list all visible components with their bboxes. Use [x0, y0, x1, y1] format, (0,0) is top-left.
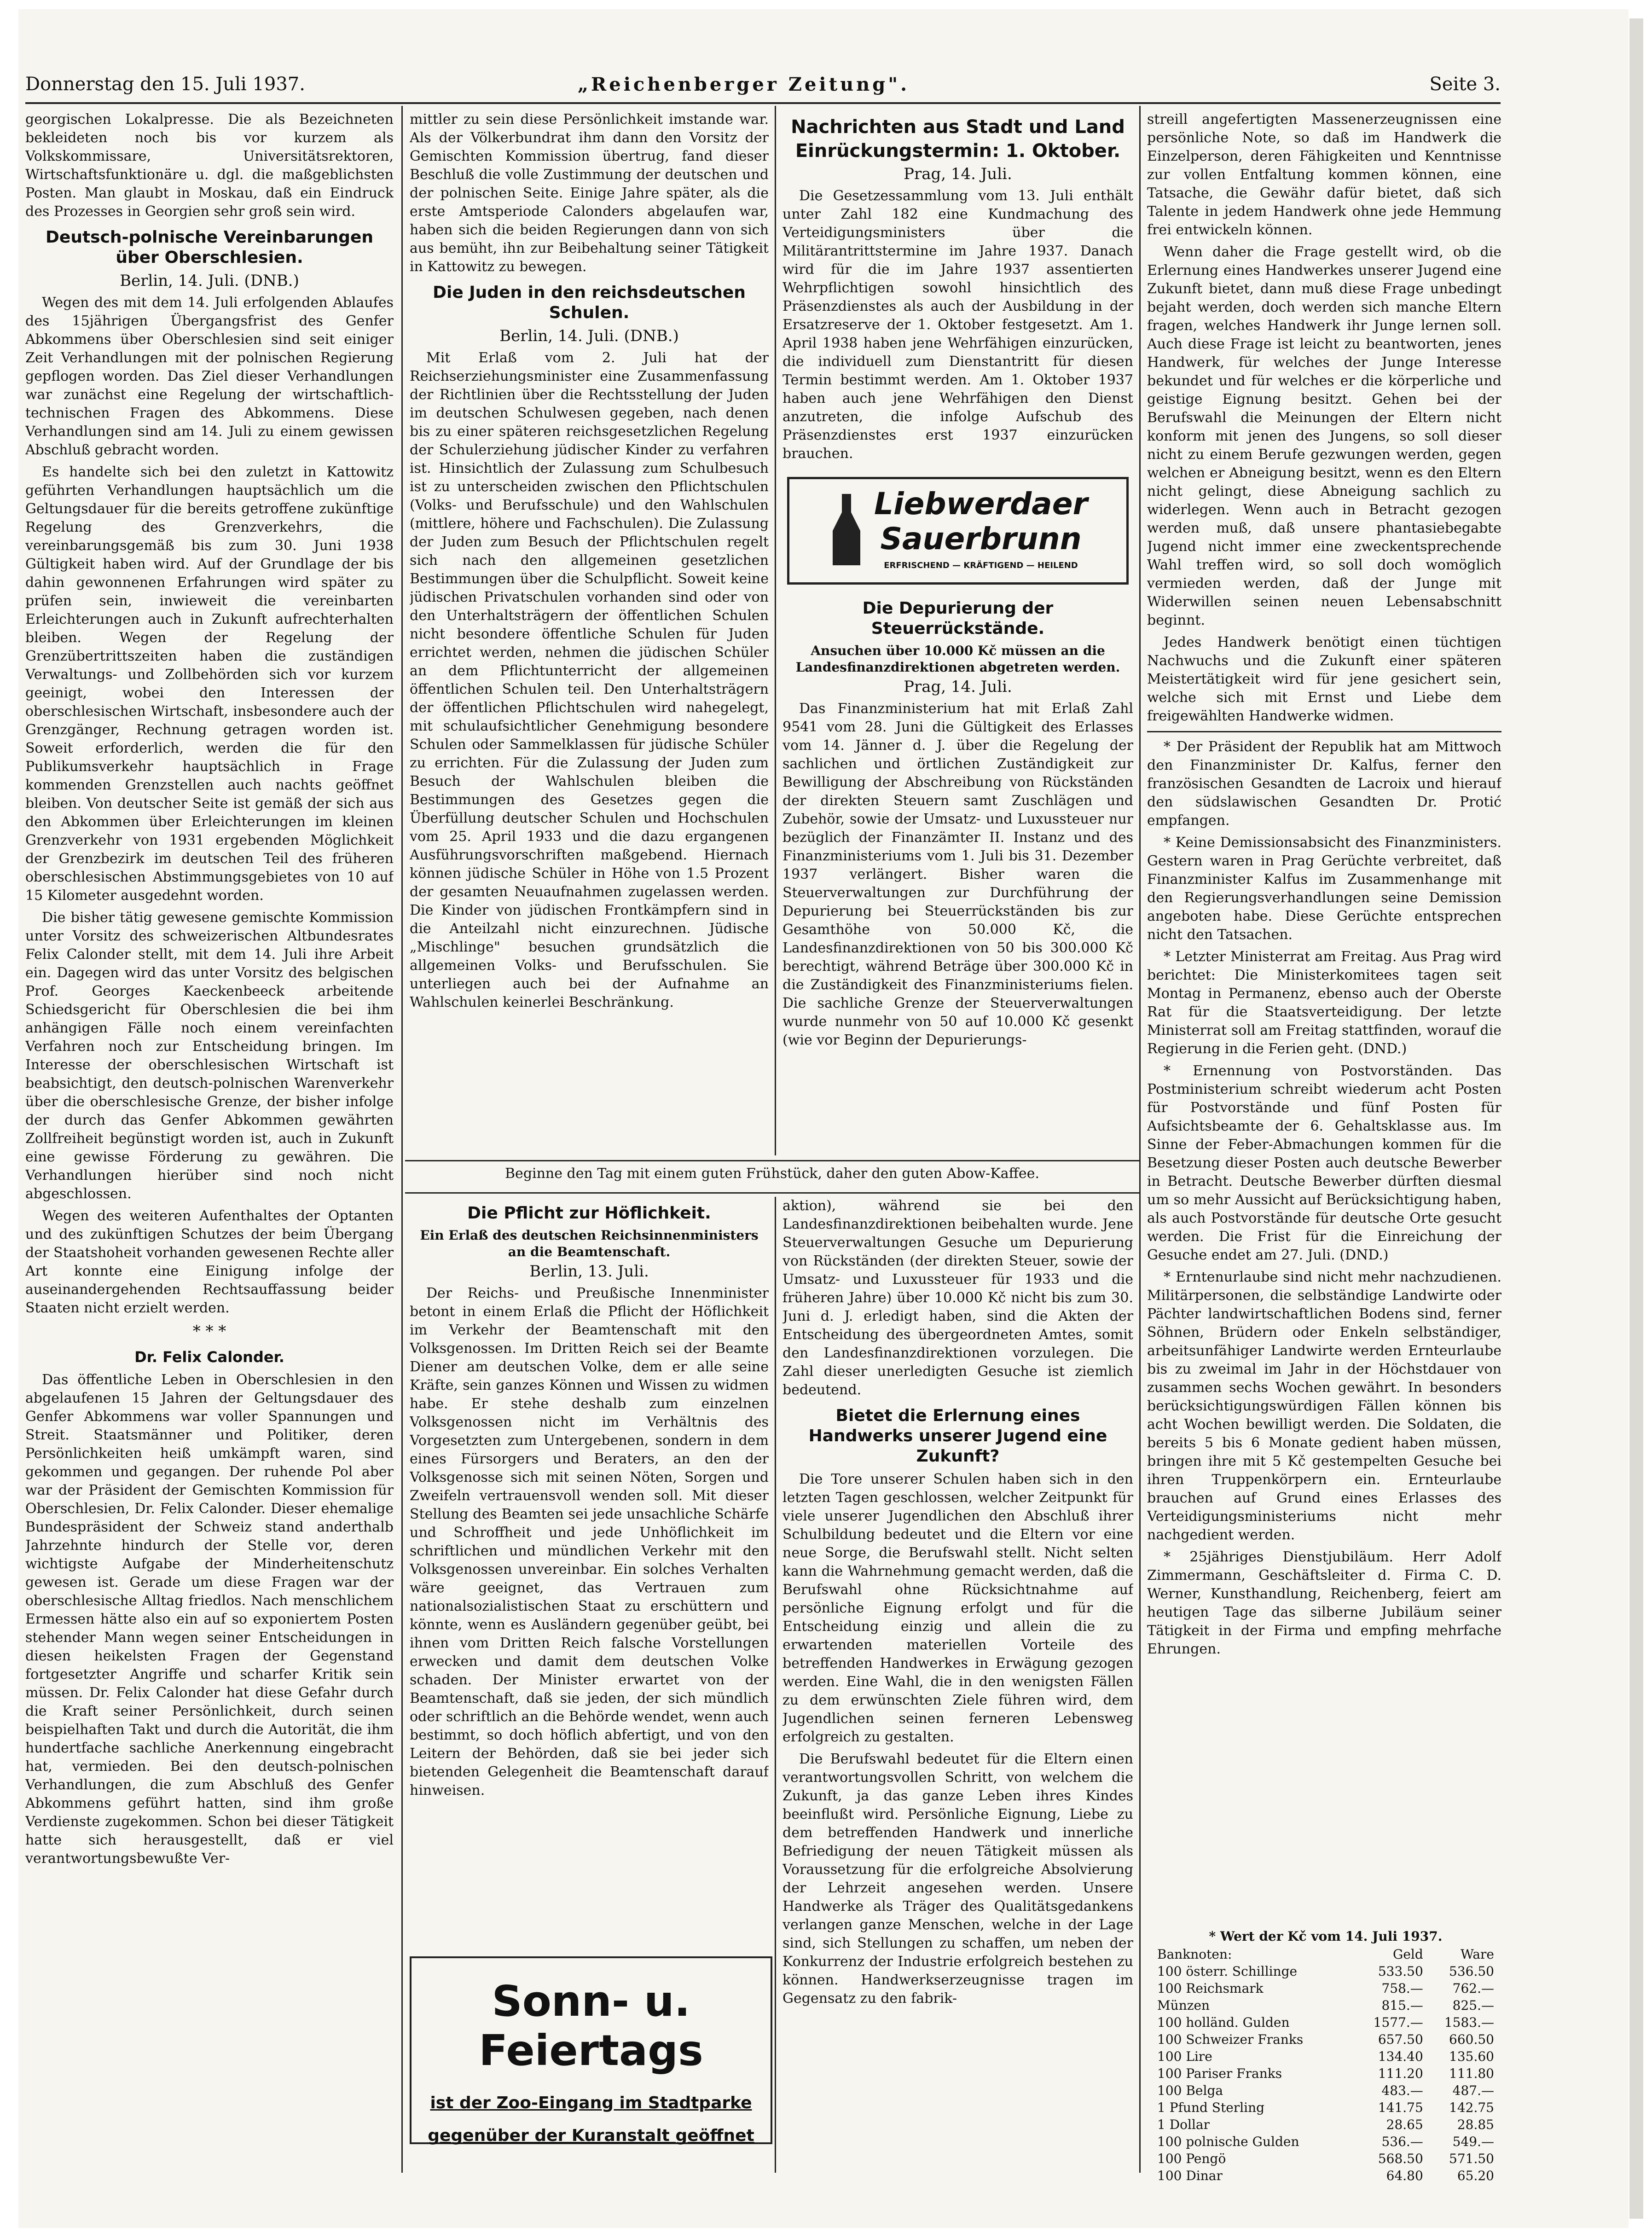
headline-hoeflichkeit: Die Pflicht zur Höflichkeit. [467, 1204, 711, 1223]
header-paper-title: „Reichenberger Zeitung". [578, 74, 910, 95]
paragraph: Die Tore unserer Schulen haben sich in den letzten Tagen geschlossen, welcher Zeitpunkt für viele unserer Jugendlichen den Abschluß ihrer Schulbildung bedeutet und die Eltern vor eine neue Sorge, die Berufswahl stellt. Nicht selten kann die Wahrnehmung gemacht werden, daß die Berufswahl ohne Rücksichtnahme auf persönliche Eignung erfolgt und für die Entscheidung einzig und allein die zu erwartenden materiellen Vorteile des betreffenden Handwerkes in Erwägung gezogen werden. Eine Wahl, die in den wenigsten Fällen zu dem erwünschten Ziele führen wird, dem Jugendlichen seinen ferneren Lebensweg erfolgreich zu gestalten. [783, 1471, 1133, 1745]
rates-cell: 65.20 [1457, 2168, 1494, 2183]
header-date: Donnerstag den 15. Juli 1937. [25, 74, 305, 95]
paragraph: Wenn daher die Frage gestellt wird, ob die Erlernung eines Handwerkes unserer Jugend eine Zukunft bietet, dann muß diese Frage unbedingt bejaht werden, doch werden sich manche Eltern fragen, welches Handwerk ihr Junge lernen soll. Auch diese Frage ist leicht zu beantworten, jenes Handwerk, für welches der Junge Interesse bekundet und für welches er die körperliche und geistige Eignung besitzt. Gehen bei der Berufswahl die Meinungen der Eltern nicht konform mit jenen des Jungens, so soll dieser nicht zu einem Berufe gezwungen werden, gegen welchen er Abneigung besitzt, wenn es den Eltern nicht gelingt, diese Abneigung sachlich zu widerlegen. Wenn auch in Betracht gezogen werden muß, daß unsere phantasiebegabte Jugend nicht immer eine zweckentsprechende Wahl treffen wird, so soll doch womöglich vermieden werden, daß der Junge mit Widerwillen seinen neuen Lebensabschnitt beginnt. [1147, 244, 1501, 628]
column-rule [1139, 106, 1141, 2173]
ad-subtitle: ERFRISCHEND — KRÄFTIGEND — HEILEND [884, 561, 1078, 570]
article-continuation: aktion), während sie bei den Landesfinanzdirektionen beibehalten wurde. Jene Steuerverwaltungen Gesuche um Depurierung von Rückständen (der direkten Steuer, sowie der Umsatz- und Luxussteuer für 1933 und die früheren Jahre) über 10.000 Kč nicht bis zum 30. Juni d. J. erledigt haben, sind die Akten der Entscheidung des übergeordneten Amtes, somit den Landesfinanzdirektionen vorzulegen. Die Zahl dieser unerledigten Gesuche ist ziemlich bedeutend. [783, 1198, 1133, 1398]
rates-cell: 100 Pariser Franks [1157, 2066, 1282, 2081]
column-rule [401, 106, 403, 2173]
rates-cell: 141.75 [1378, 2100, 1423, 2115]
ad-liebwerdaer [787, 477, 1129, 585]
bottle-icon [828, 494, 865, 568]
page-header [25, 74, 1501, 101]
dateline: Prag, 14. Juli. [904, 678, 1012, 696]
dateline: Prag, 14. Juli. [904, 165, 1012, 183]
rates-cell: 815.— [1381, 1998, 1423, 2013]
rates-cell: 100 Pengö [1157, 2151, 1226, 2166]
paragraph: Das Finanzministerium hat mit Erlaß Zahl 9541 vom 28. Juni die Gültigkeit des Erlasses vom 14. Jänner d. J. über die Regelung der sachlichen und örtlichen Zuständigkeit zur Bewilligung der Abschreibung von Rückständen der direkten Steuern samt Zuschlägen und Zubehör, sowie der Umsatz- und Luxussteuer nur bezüglich der Finanzämter II. Instanz und des Finanzministeriums vom 1. Juli bis 31. Dezember 1937 verlängert. Bisher waren die Steuerverwaltungen zur Durchführung der Depurierung bei Steuerrückständen bis zur Gesamthöhe von 50.000 Kč, die Landesfinanzdirektionen von 50 bis 300.000 Kč berechtigt, während Beträge über 300.000 Kč in die Zuständigkeit des Finanzministeriums fielen. Die sachliche Grenze der Steuerverwaltungen wurde nunmehr von 50 auf 10.000 Kč gesenkt (wie vor Beginn der Depurierungs- [783, 701, 1133, 1048]
rates-row [1155, 2065, 1496, 2082]
rates-header-cell: Ware [1461, 1947, 1494, 1962]
rates-cell: 28.85 [1457, 2117, 1494, 2132]
section-title: Nachrichten aus Stadt und Land [791, 116, 1125, 138]
paragraph: Der Reichs- und Preußische Innenminister betont in einem Erlaß die Pflicht der Höflichkeit im Verkehr der Beamtenschaft mit den Volksgenossen. Im Dritten Reich sei der Beamte Diener am deutschen Volke, dem er alle seine Kräfte, sein ganzes Können und Wissen zu widmen habe. Er stehe deshalb zum einzelnen Volksgenossen nicht im Verhältnis des Vorgesetzten zum Untergebenen, sondern in dem eines Fürsorgers und Beraters, an den der Volksgenosse sich mit seinen Nöten, Sorgen und Zweifeln vertrauensvoll wenden soll. Mit dieser Stellung des Beamten sei jede unsachliche Schärfe und Schroffheit und jede Unhöflichkeit im schriftlichen und mündlichen Verkehr mit den Volksgenossen unvereinbar. Ein solches Verhalten wäre geeignet, das Vertrauen zum nationalsozialistischen Staat zu erschüttern und könnte, wenn es Ausländern gegenüber geübt, bei ihnen vom Dritten Reich falsche Vorstellungen erwecken und damit dem deutschen Volke schaden. Der Minister erwartet von der Beamtenschaft, daß sie jeden, der sich mündlich oder schriftlich an die Behörde wendet, wenn auch bestimmt, so doch höflich abfertigt, und von den Leitern der Behörden, daß sie bei jeder sich bietenden Gelegenheit die Beamtenschaft darauf hinweisen. [410, 1285, 769, 1798]
header-rule [25, 102, 1501, 104]
subheadline: Ansuchen über 10.000 Kč müssen an die Landesfinanzdirektionen abgetreten werden. [795, 643, 1120, 675]
headline-calonder: Dr. Felix Calonder. [134, 1348, 284, 1366]
separator [1147, 731, 1501, 732]
coffee-banner: Beginne den Tag mit einem guten Frühstück, daher den guten Abow-Kaffee. [505, 1166, 1039, 1182]
header-page-number: Seite 3. [1429, 74, 1501, 95]
rates-row [1155, 1963, 1496, 1980]
section-separator: * * * [192, 1322, 226, 1340]
banner-rule [405, 1160, 1139, 1161]
banner-rule [405, 1192, 1139, 1194]
rates-cell: 100 Lire [1157, 2049, 1212, 2064]
rates-cell: 483.— [1381, 2083, 1423, 2098]
paragraph: Es handelte sich bei den zuletzt in Kattowitz geführten Verhandlungen hauptsächlich um die Geltungsdauer für die bereits getroffene zukünftige Regelung des Grenzverkehrs, die vereinbarungsgemäß bis zum 30. Juni 1938 Gültigkeit haben wird. Auf der Grundlage der bis dahin gewonnenen Erfahrungen wird später zu prüfen sein, inwieweit die vereinbarten Erleichterungen auch in Zukunft aufrechterhalten bleiben. Wegen der Regelung der Grenzübertrittszeiten haben die zuständigen Verwaltungs- und Zollbehörden sich vor kurzem geeinigt, wobei den Interessen der oberschlesischen Wirtschaft, insbesondere auch der Grenzgänger, Rechnung getragen worden ist. Soweit erforderlich, werden die für den Publikumsverkehr hauptsächlich in Frage kommenden Grenzstellen auch nachts geöffnet bleiben. Von deutscher Seite ist gemäß der sich aus den Abkommen über Erleichterungen im kleinen Grenzverkehr von 1931 ergebenden Möglichkeit der Grenzbezirk im deutschen Teil des früheren oberschlesischen Abstimmungsgebietes von 10 auf 15 Kilometer ausgedehnt worden. [25, 464, 394, 904]
news-item: * 25jähriges Dienstjubiläum. Herr Adolf Zimmermann, Geschäftsleiter d. Firma C. D. Werner, Kunsthandlung, Reichenberg, feiert am heutigen Tage das silberne Jubiläum seiner Tätigkeit in der Firma und empfing mehrfache Ehrungen. [1147, 1549, 1501, 1657]
column-1 [25, 110, 394, 2173]
rates-cell: 660.50 [1449, 2032, 1494, 2047]
column-3 [783, 110, 1133, 1155]
rates-cell: 536.50 [1449, 1964, 1494, 1979]
ad-title: Liebwerdaer [874, 486, 1088, 522]
rates-cell: 142.75 [1449, 2100, 1494, 2115]
rates-header-row [1155, 1946, 1496, 1963]
paragraph: Mit Erlaß vom 2. Juli hat der Reichserziehungsminister eine Zusammenfassung der Richtlinien über die Rechtsstellung der Juden im deutschen Schulwesen gegeben, nach denen bis zu einer späteren reichsgesetzlichen Regelung der Schulerziehung jüdischer Kinder zu verfahren ist. Hinsichtlich der Zulassung zum Schulbesuch ist zu unterscheiden zwischen den Pflichtschulen (Volks- und Berufsschule) und den Wahlschulen (mittlere, höhere und Fachschulen). Die Zulassung der Juden zum Besuch der Pflichtschulen regelt sich nach den allgemeinen gesetzlichen Bestimmungen über die Schulpflicht. Soweit keine jüdischen Privatschulen vorhanden sind oder von den Unterhaltsträgern der öffentlichen Schulen nicht besondere öffentliche Schulen für Juden errichtet werden, nehmen die jüdischen Schüler an dem Pflichtunterricht der allgemeinen öffentlichen Schulen teil. Den Unterhaltsträgern der öffentlichen Pflichtschulen wird nahegelegt, mit schulaufsichtlicher Genehmigung besondere Schulen oder Sammelklassen für jüdische Schüler zu errichten. Für die Zulassung der Juden zum Besuch der Wahlschulen bleiben die Bestimmungen des Gesetzes gegen die Überfüllung deutscher Schulen und Hochschulen vom 25. April 1933 und die dazu ergangenen Ausführungsvorschriften maßgebend. Hiernach können jüdische Schüler in Höhe von 1.5 Prozent der gesamten Neuaufnahmen zugelassen werden. Die Kinder von jüdischen Frontkämpfern sind in die Anteilzahl nicht einzurechnen. Jüdische „Mischlinge" besuchen grundsätzlich die allgemeinen Volks- und Berufsschulen. Sie unterliegen auch bei der Aufnahme an Wahlschulen keinerlei Beschränkung. [410, 350, 769, 1010]
news-item: * Keine Demissionsabsicht des Finanzministers. Gestern waren in Prag Gerüchte verbreitet, daß Finanzminister Kalfus im Zusammenhange mit den Regierungsverhandlungen seine Demission angeboten habe. Diese Gerüchte entsprechen nicht den Tatsachen. [1147, 835, 1501, 943]
rates-row [1155, 2150, 1496, 2167]
rates-cell: 533.50 [1378, 1964, 1423, 1979]
rates-cell: 100 Dinar [1157, 2168, 1223, 2183]
paragraph: Das öffentliche Leben in Oberschlesien in den abgelaufenen 15 Jahren der Geltungsdauer des Genfer Abkommens war voller Spannungen und Streit. Staatsmänner und Politiker, deren Persönlichkeiten heiß umkämpft waren, sind gekommen und gegangen. Der ruhende Pol aber war der Präsident der Gemischten Kommission für Oberschlesien, Dr. Felix Calonder. Dieser ehemalige Bundespräsident der Schweiz stand anderthalb Jahrzehnte hindurch der Stelle vor, deren wichtigste Aufgabe der Minderheitenschutz gewesen ist. Gerade um diese Fragen war der oberschlesische Alltag friedlos. Nach menschlichem Ermessen hätte also ein auf so exponiertem Posten stehender Mann wegen seiner Entscheidungen in diesen heikelsten Fragen der Gegenstand fortgesetzter Angriffe und scharfer Kritik sein müssen. Dr. Felix Calonder hat diese Gefahr durch die Kraft seiner Persönlichkeit, durch seinen beispielhaften Takt und durch die Autorität, die ihm hundertfache sachliche Anerkennung eingebracht hat, vermieden. Bei den deutsch-polnischen Verhandlungen, die zum Abschluß des Genfer Abkommens geführt hatten, sind ihm große Verdienste zugekommen. Schon bei dieser Tätigkeit hatte sich herausgestellt, daß er viel verantwortungsbewußte Ver- [25, 1372, 394, 1867]
rates-cell: 1583.— [1444, 2015, 1494, 2030]
rates-body [1155, 1963, 1496, 2184]
rates-row [1155, 1997, 1496, 2014]
ad-title: Sauerbrunn [880, 521, 1082, 557]
rates-cell: 1 Dollar [1157, 2117, 1210, 2132]
rates-row [1155, 2133, 1496, 2150]
rates-row [1155, 1980, 1496, 1997]
news-item: * Ernennung von Postvorständen. Das Postministerium schreibt wiederum acht Posten für Postvorstände und fünf Posten für Aufsichtsbeamte der 6. Gehaltsklasse aus. Im Sinne der Feber-Abmachungen kommen für die Besetzung dieser Posten auch deutsche Bewerber in Betracht. Deutsche Bewerber dürften diesmal um so mehr Aussicht auf Berücksichtigung haben, als auch Postvorstände für deutsche Orte gesucht werden. Die Frist für die Einreichung der Gesuche endet am 27. Juli. (DND.) [1147, 1063, 1501, 1263]
column-4 [1147, 110, 1501, 1924]
rates-cell: 487.— [1452, 2083, 1494, 2098]
dateline: Berlin, 14. Juli. (DNB.) [120, 272, 299, 290]
paragraph: Die bisher tätig gewesene gemischte Kommission unter Vorsitz des schweizerischen Altbundesrates Felix Calonder stellt, mit dem 14. Juli ihre Arbeit ein. Dagegen wird das unter Vorsitz des belgischen Prof. Georges Kaeckenbeeck arbeitende Schiedsgericht für Oberschlesien die bei ihm anhängigen Fälle noch einem vereinfachten Verfahren noch zur Entscheidung bringen. Im Interesse der oberschlesischen Wirtschaft ist beabsichtigt, den deutsch-polnischen Warenverkehr über die oberschlesische Grenze, der bisher infolge der durch das Genfer Abkommen gewährten Zollfreiheit begünstigt worden ist, auch in Zukunft eine gewisse Förderung zu gewähren. Die Verhandlungen hierüber sind noch nicht abgeschlossen. [25, 910, 394, 1202]
rates-row [1155, 2099, 1496, 2116]
rates-cell: 657.50 [1378, 2032, 1423, 2047]
rates-cell: 1577.— [1373, 2015, 1423, 2030]
news-item: * Der Präsident der Republik hat am Mittwoch den Finanzminister Dr. Kalfus, ferner den französischen Gesandten de Lacroix und hierauf den südslawischen Gesandten Dr. Protić empfangen. [1147, 739, 1501, 829]
rates-cell: 100 Schweizer Franks [1157, 2032, 1304, 2047]
rates-cell: 568.50 [1378, 2151, 1423, 2166]
headline-einrueckung: Einrückungstermin: 1. Oktober. [795, 140, 1121, 162]
column-3-lower [783, 1197, 1133, 2173]
headline-juden-schulen: Die Juden in den reichsdeutschen Schulen. [433, 283, 746, 322]
paragraph: Die Gesetzessammlung vom 13. Juli enthält unter Zahl 182 eine Kundmachung des Verteidigungsministers über die Militärantrittstermine im Jahre 1937. Danach wird für die im Jahre 1937 assentierten Wehrpflichtigen sowohl hinsichtlich des Präsenzdienstes als auch der Ausbildung in der Ersatzreserve der 1. Oktober festgesetzt. Am 1. April 1938 haben jene Wehrfähigen einzurücken, die individuell zum Dienstantritt für diesen Termin bestimmt werden. Am 1. Oktober 1937 haben auch jene Wehrfähigen den Dienst anzutreten, die infolge Aufschub des Präsenzdienstes erst 1937 einzurücken brauchen. [783, 188, 1133, 462]
rates-row [1155, 2031, 1496, 2048]
rates-cell: 100 österr. Schillinge [1157, 1964, 1298, 1979]
paragraph: Wegen des mit dem 14. Juli erfolgenden Ablaufes des 15jährigen Übergangsfrist des Genfer Abkommens über Oberschlesien sind seit einiger Zeit Verhandlungen mit der polnischen Regierung gepflogen worden. Das Ziel dieser Verhandlungen war zunächst eine Regelung der wirtschaftlich-technischen Fragen des Abkommens. Diese Verhandlungen sind am 14. Juli zu einem gewissen Abschluß gebracht worden. [25, 295, 394, 458]
rates-cell: 100 holländ. Gulden [1157, 2015, 1290, 2030]
article-continuation: streill angefertigten Massenerzeugnissen eine persönliche Note, so daß im Handwerk die Einzelperson, deren Fähigkeiten und Kenntnisse zur vollen Entfaltung kommen können, eine Tatsache, die Gewähr dafür bietet, daß sich Talente in jedem Handwerk ohne jede Hemmung frei entwickeln können. [1147, 111, 1501, 238]
ad-line: gegenüber der Kuranstalt geöffnet [428, 2126, 754, 2145]
rates-row [1155, 2082, 1496, 2099]
rates-cell: 111.20 [1378, 2066, 1423, 2081]
rates-cell: 64.80 [1386, 2168, 1423, 2183]
headline-depurierung: Die Depurierung der Steuerrückstände. [862, 599, 1054, 638]
rates-row [1155, 2167, 1496, 2184]
rates-cell: 134.40 [1378, 2049, 1423, 2064]
subheadline: Ein Erlaß des deutschen Reichsinnenministers an die Beamtenschaft. [420, 1228, 759, 1259]
rates-cell: 100 Belga [1157, 2083, 1223, 2098]
paragraph: Wegen des weiteren Aufenthaltes der Optanten und des zukünftigen Schutzes der beim Übergang der Staatshoheit vorhanden gewesenen Rechte aller Art konnte eine Einigung infolge der auseinandergehenden Rechtsauffassung beider Staaten nicht erzielt werden. [25, 1208, 394, 1316]
exchange-rates [1155, 1929, 1496, 2184]
rates-cell: 135.60 [1449, 2049, 1494, 2064]
rates-header-cell: Geld [1392, 1947, 1423, 1962]
rates-cell: 825.— [1452, 1998, 1494, 2013]
rates-cell: 28.65 [1386, 2117, 1423, 2132]
column-2-lower [410, 1197, 769, 1956]
paragraph: Jedes Handwerk benötigt einen tüchtigen Nachwuchs und die Zukunft einer späteren Meistertätigkeit wird für jene gesichert sein, welche sich mit Ernst und Liebe dem freigewählten Handwerke widmen. [1147, 634, 1501, 724]
rates-cell: 100 polnische Gulden [1157, 2134, 1299, 2149]
column-rule [775, 106, 776, 1155]
article-continuation: georgischen Lokalpresse. Die als Bezeichneten bekleideten noch bis vor kurzem als Volkskommissare, Universitätsrektoren, Wirtschaftsfunktionäre u. dgl. die maßgeblichsten Posten. Man glaubt in Moskau, daß ein Eindruck des Prozesses in Georgien sehr groß sein wird. [25, 111, 394, 220]
ad-line: ist der Zoo-Eingang im Stadtparke [430, 2094, 752, 2112]
rates-cell: 536.— [1381, 2134, 1423, 2149]
article-continuation: mittler zu sein diese Persönlichkeit imstande war. Als der Völkerbundrat ihm dann den Vorsitz der Gemischten Kommission übertrug, fand dieser Beschluß die volle Zustimmung der deutschen und der polnischen Seite. Einige Jahre später, als die erste Amtsperiode Calonders abgelaufen war, haben sich die beiden Regierungen dann von sich aus bemüht, ihn zur Beibehaltung seiner Tätigkeit in Kattowitz zu bewegen. [410, 111, 769, 275]
page-edge [1629, 18, 1643, 2219]
rates-header-cell: Banknoten: [1157, 1947, 1232, 1962]
news-item: * Letzter Ministerrat am Freitag. Aus Prag wird berichtet: Die Ministerkomitees tagen seit Montag in Permanenz, ebenso auch der Oberste Rat für die Staatsverteidigung. Der letzte Ministerrat soll am Freitag stattfinden, worauf die Regierung in die Ferien geht. (DND.) [1147, 949, 1501, 1057]
column-2 [410, 110, 769, 1155]
headline-oberschlesien: Deutsch-polnische Vereinbarungen über Oberschlesien. [46, 228, 373, 267]
paragraph: Die Berufswahl bedeutet für die Eltern einen verantwortungsvollen Schritt, von welchem die Zukunft, ja das ganze Leben ihres Kindes beeinflußt wird. Persönliche Eignung, Liebe zu dem betreffenden Handwerk und innerliche Befriedigung der neuen Tätigkeit müssen als Voraussetzung für die erfolgreiche Absolvierung der Lehrzeit angesehen werden. Unsere Handwerke als Träger des Qualitätsgedankens verlangen ganze Menschen, welche in der Lage sind, sich Stellungen zu schaffen, um neben der Konkurrenz der Industrie erfolgreich bestehen zu können. Handwerkserzeugnisse tragen im Gegensatz zu den fabrik- [783, 1751, 1133, 2007]
ad-zoo [410, 1956, 772, 2144]
rates-cell: 762.— [1452, 1981, 1494, 1996]
column-rule [775, 1197, 776, 2173]
rates-cell: 549.— [1452, 2134, 1494, 2149]
ad-headline: Sonn- u. Feiertags [479, 1977, 703, 2075]
dateline: Berlin, 14. Juli. (DNB.) [499, 327, 679, 345]
news-item: * Erntenurlaube sind nicht mehr nachzudienen. Militärpersonen, die selbständige Landwirte oder Pächter landwirtschaftlichen Bodens sind, ferner Söhnen, Brüdern oder Enkeln selbständiger, arbeitsunfähiger Landwirte werden Ernteurlaube bis zu zweimal im Jahr in der Höchstdauer von zusammen sechs Wochen gewährt. In besonders berücksichtigungswürdigen Fällen können bis acht Wochen bewilligt werden. Die Soldaten, die bereits 5 bis 6 Monate gedient haben müssen, bringen ihre mit 5 Kč gestempelten Gesuche bei ihren Truppenkörpern ein. Ernteurlaube brauchen auf Grund eines Erlasses des Verteidigungsministeriums nicht mehr nachgedient werden. [1147, 1269, 1501, 1543]
rates-cell: 100 Reichsmark [1157, 1981, 1264, 1996]
rates-cell: 571.50 [1449, 2151, 1494, 2166]
headline-handwerk: Bietet die Erlernung eines Handwerks unserer Jugend eine Zukunft? [808, 1406, 1107, 1466]
dateline: Berlin, 13. Juli. [529, 1262, 649, 1281]
rates-title: * Wert der Kč vom 14. Juli 1937. [1209, 1929, 1443, 1944]
rates-cell: 758.— [1381, 1981, 1423, 1996]
rates-row [1155, 2048, 1496, 2065]
rates-row [1155, 2014, 1496, 2031]
rates-row [1155, 2116, 1496, 2133]
rates-cell: 1 Pfund Sterling [1157, 2100, 1265, 2115]
rates-cell: Münzen [1157, 1998, 1210, 2013]
rates-table [1155, 1946, 1496, 2184]
rates-cell: 111.80 [1449, 2066, 1494, 2081]
